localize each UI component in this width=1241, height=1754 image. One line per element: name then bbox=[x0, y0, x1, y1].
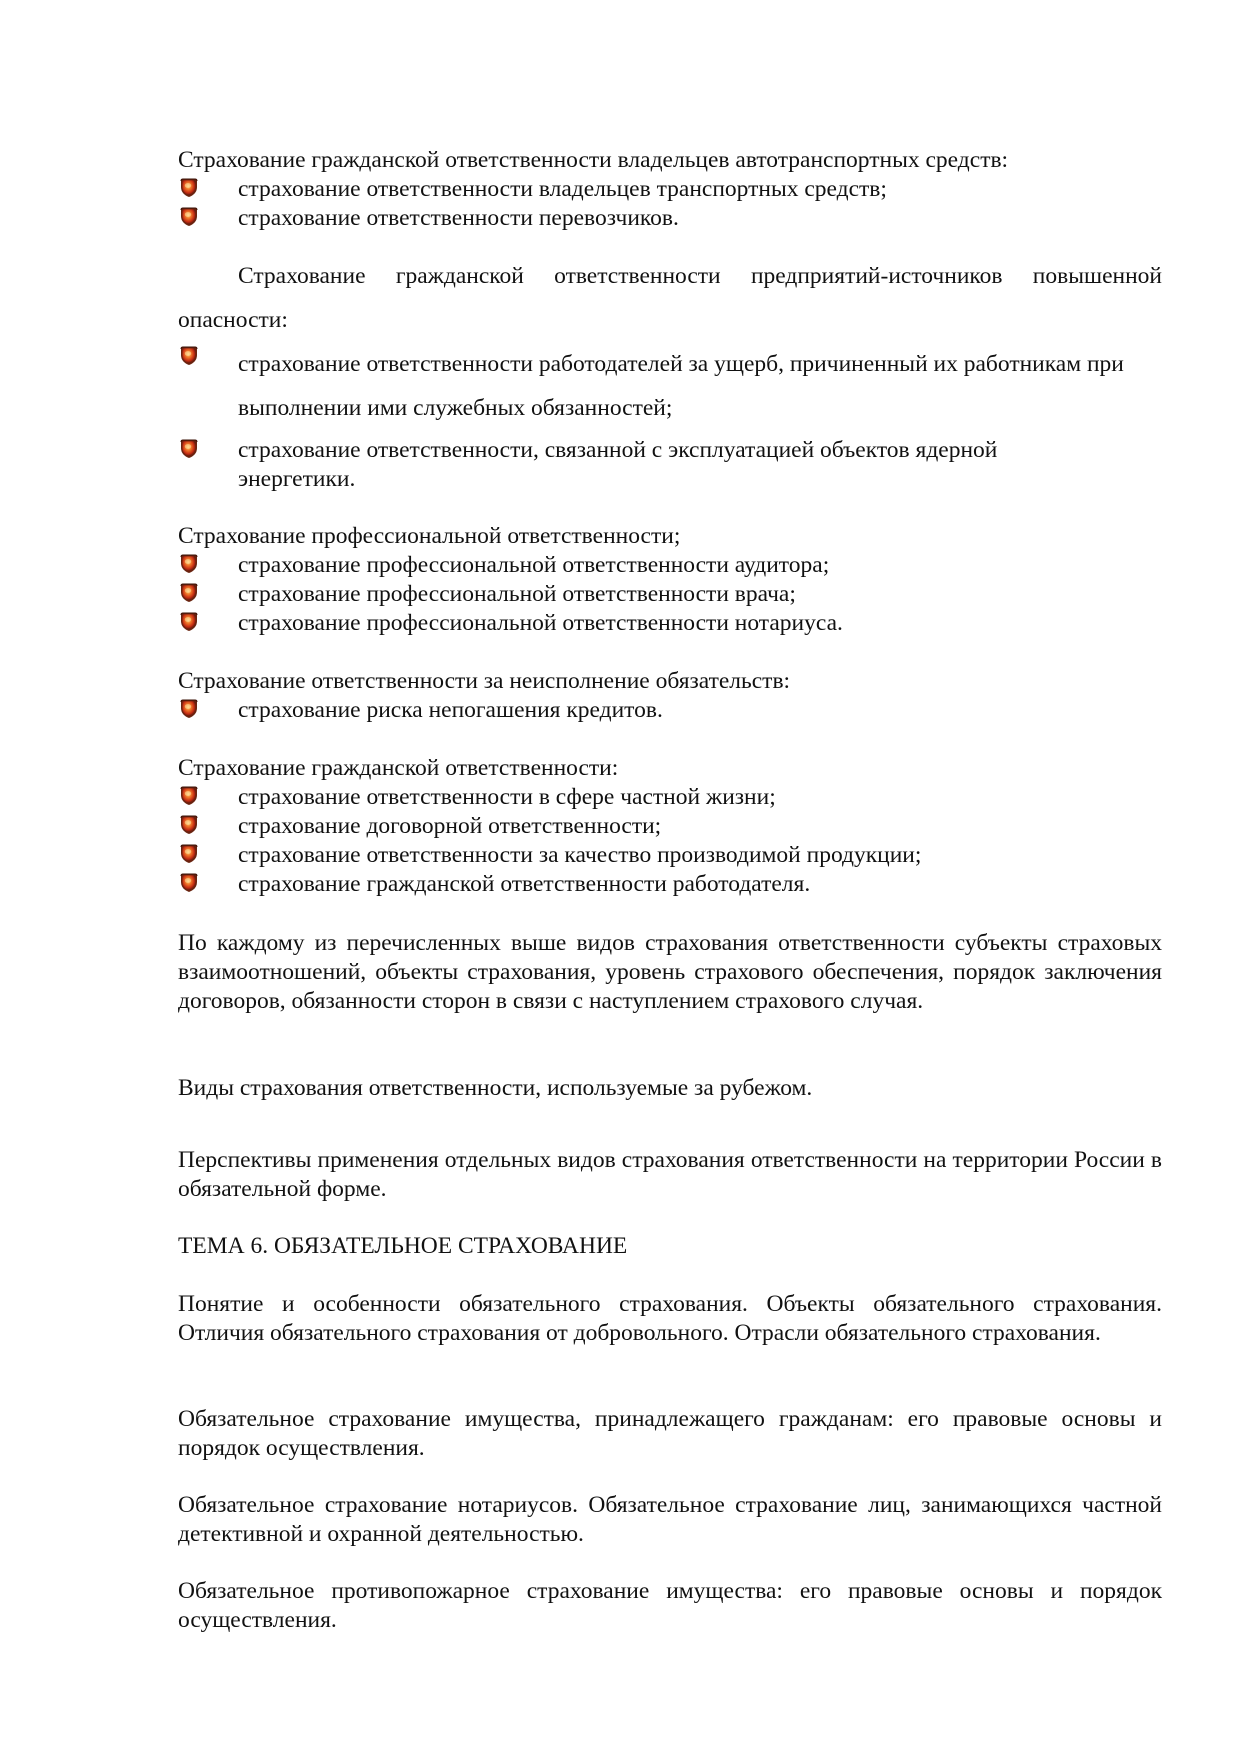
topic-title bbox=[178, 1232, 1162, 1261]
section-professional-liability bbox=[178, 522, 1162, 638]
section-obligations-liability bbox=[178, 667, 1162, 725]
shield-bullet-icon bbox=[179, 612, 199, 632]
list-item-text: страхование ответственности за качество производимой продукции; bbox=[238, 842, 922, 868]
list-item-text: страхование ответственности, связанной с эксплуатацией объектов ядерной энергетики. bbox=[238, 437, 998, 492]
shield-bullet-icon bbox=[179, 815, 199, 835]
list-item bbox=[178, 783, 1162, 812]
paragraph-concept bbox=[178, 1290, 1162, 1348]
list-item-text: страхование гражданской ответственности работодателя. bbox=[238, 871, 811, 897]
list-item bbox=[178, 609, 1162, 638]
section-heading: Страхование профессиональной ответственности; bbox=[178, 523, 681, 549]
topic-heading: ТЕМА 6. ОБЯЗАТЕЛЬНОЕ СТРАХОВАНИЕ bbox=[178, 1233, 628, 1259]
bullet-list bbox=[178, 342, 1162, 430]
section-heading: Страхование ответственности за неисполнение обязательств: bbox=[178, 668, 791, 694]
shield-bullet-icon bbox=[179, 699, 199, 719]
document-page bbox=[178, 0, 1162, 1754]
bullet-list bbox=[178, 551, 1162, 638]
shield-bullet-icon bbox=[179, 346, 199, 366]
list-item-text: страхование профессиональной ответственности врача; bbox=[238, 581, 796, 607]
list-item-text: страхование договорной ответственности; bbox=[238, 813, 662, 839]
bullet-list bbox=[178, 696, 1162, 725]
shield-bullet-icon bbox=[179, 873, 199, 893]
list-item-text: страхование ответственности работодателей за ущерб, причиненный их работникам при выполнении ими служебных обязанностей; bbox=[238, 351, 1124, 421]
section-civil-liability bbox=[178, 754, 1162, 899]
list-item-text: страхование риска непогашения кредитов. bbox=[238, 697, 663, 723]
list-item bbox=[178, 870, 1162, 899]
paragraph-fire-insurance bbox=[178, 1577, 1162, 1635]
paragraph-text: Обязательное страхование нотариусов. Обязательное страхование лиц, занимающихся частной детективной и охранной деятельностью. bbox=[178, 1492, 1162, 1547]
bullet-list bbox=[178, 783, 1162, 899]
shield-bullet-icon bbox=[179, 554, 199, 574]
bullet-list bbox=[178, 436, 1162, 494]
shield-bullet-icon bbox=[179, 207, 199, 227]
shield-bullet-icon bbox=[179, 583, 199, 603]
list-item-text: страхование ответственности перевозчиков. bbox=[238, 205, 679, 231]
paragraph-text: Виды страхования ответственности, используемые за рубежом. bbox=[178, 1075, 813, 1101]
shield-bullet-icon bbox=[179, 178, 199, 198]
paragraph-notaries bbox=[178, 1491, 1162, 1549]
section-hazard-liability-list-2 bbox=[178, 436, 1162, 494]
paragraph-property-citizens bbox=[178, 1405, 1162, 1463]
paragraph-prospects bbox=[178, 1146, 1162, 1204]
shield-bullet-icon bbox=[179, 439, 199, 459]
list-item-text: страхование ответственности в сфере частной жизни; bbox=[238, 784, 776, 810]
list-item bbox=[178, 175, 1162, 204]
section-vehicle-liability bbox=[178, 146, 1162, 233]
list-item bbox=[178, 841, 1162, 870]
section-heading: Страхование гражданской ответственности владельцев автотранспортных средств: bbox=[178, 147, 1009, 173]
paragraph-text: По каждому из перечисленных выше видов страхования ответственности субъекты страховых взаимоотношений, объекты страхования, уровень страхового обеспечения, порядок заключения договоров, обязанности сторон в связи с наступлением страхового случая. bbox=[178, 930, 1162, 1014]
list-item bbox=[178, 551, 1162, 580]
paragraph-foreign-types bbox=[178, 1074, 1162, 1103]
section-heading: Страхование гражданской ответственности: bbox=[178, 755, 619, 781]
list-item bbox=[178, 696, 1162, 725]
paragraph-subjects bbox=[178, 929, 1162, 1016]
shield-bullet-icon bbox=[179, 844, 199, 864]
list-item bbox=[178, 342, 1162, 430]
list-item-text: страхование ответственности владельцев транспортных средств; bbox=[238, 176, 887, 202]
paragraph-text: Обязательное страхование имущества, принадлежащего гражданам: его правовые основы и порядок осуществления. bbox=[178, 1406, 1162, 1461]
list-item-text: страхование профессиональной ответственности аудитора; bbox=[238, 552, 830, 578]
list-item-text: страхование профессиональной ответственности нотариуса. bbox=[238, 610, 843, 636]
section-hazard-liability bbox=[178, 254, 1162, 342]
paragraph-text: Обязательное противопожарное страхование имущества: его правовые основы и порядок осуществления. bbox=[178, 1578, 1162, 1633]
list-item bbox=[178, 580, 1162, 609]
list-item bbox=[178, 812, 1162, 841]
bullet-list bbox=[178, 175, 1162, 233]
section-hazard-liability-list bbox=[178, 342, 1162, 430]
section-heading: Страхование гражданской ответственности предприятий-источников повышенной опасности: bbox=[178, 263, 1162, 333]
shield-bullet-icon bbox=[179, 786, 199, 806]
list-item bbox=[178, 204, 1162, 233]
list-item bbox=[178, 436, 1162, 494]
paragraph-text: Перспективы применения отдельных видов страхования ответственности на территории России в обязательной форме. bbox=[178, 1147, 1162, 1202]
paragraph-text: Понятие и особенности обязательного страхования. Объекты обязательного страхования. Отличия обязательного страхования от добровольного. Отрасли обязательного страхования. bbox=[178, 1291, 1162, 1346]
